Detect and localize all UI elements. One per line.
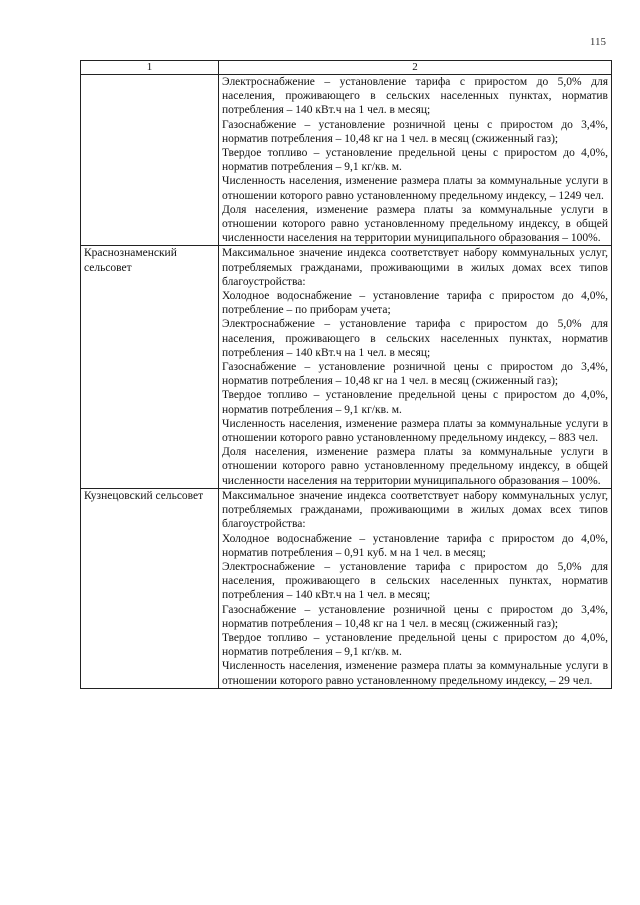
table-row bbox=[81, 75, 612, 246]
column-header-2: 2 bbox=[219, 61, 612, 75]
municipality-name: Кузнецовский сельсовет bbox=[81, 488, 219, 688]
paragraph: Электроснабжение – установление тарифа с приростом до 5,0% для населения, проживающего в сельских населенных пунктах, норматив потребления – 140 кВт.ч на 1 чел. в месяц; bbox=[222, 560, 608, 602]
paragraph: Холодное водоснабжение – установление тарифа с приростом до 4,0%, потребление – по приборам учета; bbox=[222, 290, 608, 317]
row-description bbox=[219, 488, 612, 688]
municipality-name bbox=[81, 75, 219, 246]
paragraph: Численность населения, изменение размера платы за коммунальные услуги в отношении которого равно установленному предельному индексу, – 883 чел. bbox=[222, 417, 608, 445]
paragraph: Доля населения, изменение размера платы за коммунальные услуги в отношении которого равно установленному предельному индексу, в общей численности населения на территории муниципального образования – 100%. bbox=[222, 203, 608, 245]
paragraph: Холодное водоснабжение – установление тарифа с приростом до 4,0%, норматив потребления – 0,91 куб. м на 1 чел. в месяц; bbox=[222, 532, 608, 559]
paragraph: Численность населения, изменение размера платы за коммунальные услуги в отношении которого равно установленному предельному индексу, – 1249 чел. bbox=[222, 175, 608, 202]
paragraph: Твердое топливо – установление предельной цены с приростом до 4,0%, норматив потребления – 9,1 кг/кв. м. bbox=[222, 631, 608, 659]
paragraph: Твердое топливо – установление предельной цены с приростом до 4,0%, норматив потребления – 9,1 кг/кв. м. bbox=[222, 389, 608, 416]
paragraph: Газоснабжение – установление розничной цены с приростом до 3,4%, норматив потребления – 10,48 кг на 1 чел. в месяц (сжиженный газ); bbox=[222, 361, 608, 388]
municipality-name: Краснознаменский сельсовет bbox=[81, 246, 219, 488]
table-row bbox=[81, 246, 612, 488]
row-description bbox=[219, 75, 612, 246]
row-description bbox=[219, 246, 612, 488]
paragraph: Электроснабжение – установление тарифа с приростом до 5,0% для населения, проживающего в сельских населенных пунктах, норматив потребления – 140 кВт.ч на 1 чел. в месяц; bbox=[222, 318, 608, 359]
column-header-1: 1 bbox=[81, 61, 219, 75]
paragraph: Газоснабжение – установление розничной цены с приростом до 3,4%, норматив потребления – 10,48 кг на 1 чел. в месяц (сжиженный газ); bbox=[222, 118, 608, 145]
paragraph: Численность населения, изменение размера платы за коммунальные услуги в отношении которого равно установленному предельному индексу, – 29 чел. bbox=[222, 660, 608, 687]
table-row bbox=[81, 488, 612, 688]
paragraph: Газоснабжение – установление розничной цены с приростом до 3,4%, норматив потребления – 10,48 кг на 1 чел. в месяц (сжиженный газ); bbox=[222, 603, 608, 630]
paragraph: Твердое топливо – установление предельной цены с приростом до 4,0%, норматив потребления – 9,1 кг/кв. м. bbox=[222, 147, 608, 174]
paragraph: Электроснабжение – установление тарифа с приростом до 5,0% для населения, проживающего в сельских населенных пунктах, норматив потребления – 140 кВт.ч на 1 чел. в месяц; bbox=[222, 76, 608, 117]
paragraph: Доля населения, изменение размера платы за коммунальные услуги в отношении которого равно установленному предельному индексу, в общей численности населения на территории муниципального образования – 100%. bbox=[222, 446, 608, 487]
document-table bbox=[80, 60, 612, 689]
paragraph: Максимальное значение индекса соответствует набору коммунальных услуг, потребляемых гражданами, проживающими в жилых домах всех типов благоустройства: bbox=[222, 489, 608, 531]
table-header-row bbox=[81, 61, 612, 75]
paragraph: Максимальное значение индекса соответствует набору коммунальных услуг, потребляемых гражданами, проживающими в жилых домах всех типов благоустройства: bbox=[222, 247, 608, 288]
page-number: 115 bbox=[589, 36, 606, 48]
